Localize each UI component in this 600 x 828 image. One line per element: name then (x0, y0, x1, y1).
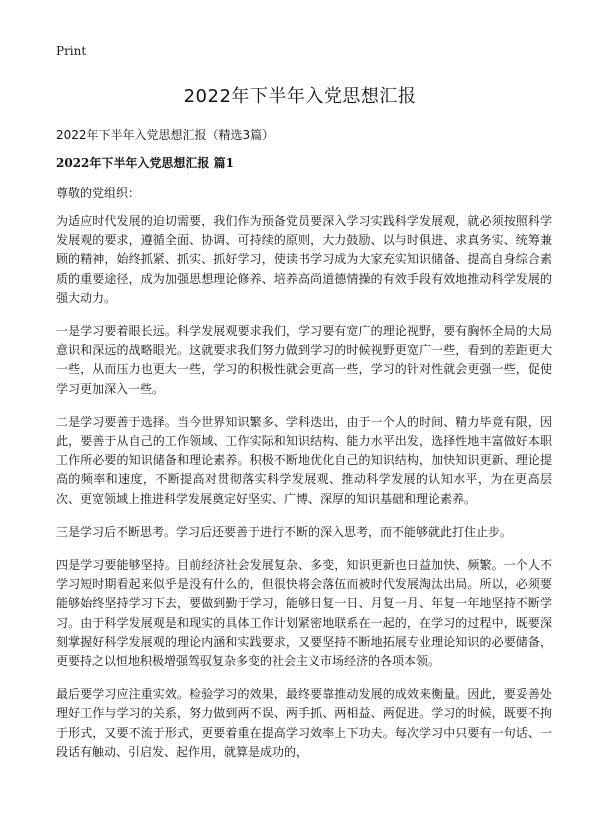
paragraph: 三是学习后不断思考。学习后还要善于进行不断的深入思考，而不能够就此打住止步。 (56, 524, 513, 539)
document-subtitle: 2022年下半年入党思想汇报（精选3篇） (56, 128, 275, 142)
print-link[interactable]: Print (56, 44, 87, 58)
salutation: 尊敬的党组织： (56, 186, 141, 200)
document-body (56, 212, 552, 776)
section-heading: 2022年下半年入党思想汇报 篇1 (56, 156, 234, 170)
document-title: 2022年下半年入党思想汇报 (183, 86, 417, 107)
paragraph: 二是学习要善于选择。当今世界知识繁多、学科迭出，由于一个人的时间、精力毕竟有限，因此，要善于从自己的工作领域、工作实际和知识结构、能力水平出发，选择性地丰富做好本职工作所必要的知识储备和理论素养。积极不断地优化自己的知识结构，加快知识更新、理论提高的频率和速度，不断提高对贯彻落实科学发展观、推动科学发展的认知水平，为在更高层次、更宽领域上推进科学发展奠定好坚实、广博、深厚的知识基础和理论素养。 (56, 414, 552, 506)
paragraph: 四是学习要能够坚持。目前经济社会发展复杂、多变，知识更新也日益加快、频繁。一个人不学习短时期看起来似乎是没有什么的，但很快将会落伍而被时代发展淘汰出局。所以，必须要能够始终坚持学习下去，要做到勤于学习，能够日复一日、月复一月、年复一年地坚持不断学习。由于科学发展观是和现实的具体工作计划紧密地联系在一起的，在学习的过程中，既要深刻掌握好科学发展观的理论内涵和实践要求，又要坚持不断地拓展专业理论知识的必要储备，更要持之以恒地积极增强驾驭复杂多变的社会主义市场经济的各项本领。 (56, 558, 552, 669)
paragraph: 最后要学习应注重实效。检验学习的效果，最终要靠推动发展的成效来衡量。因此，要妥善处理好工作与学习的关系，努力做到两不误、两手抓、两相益、两促进。学习的时候，既要不拘于形式，又要不流于形式，更要着重在提高学习效率上下功夫。每次学习中只要有一句话、一段话有触动、引启发、起作用，就算是成功的， (56, 687, 552, 759)
paragraph: 为适应时代发展的迫切需要，我们作为预备党员要深入学习实践科学发展观，就必须按照科学发展观的要求，遵循全面、协调、可持续的原则，大力鼓励、以与时俱进、求真务实、统筹兼顾的精神，始终抓紧、抓实、抓好学习，使读书学习成为大家充实知识储备、提高自身综合素质的重要途径，成为加强思想理论修养、培养高尚道德情操的有效手段有效地推动科学发展的强大动力。 (56, 214, 552, 305)
paragraph: 一是学习要着眼长远。科学发展观要求我们，学习要有宽广的理论视野，要有胸怀全局的大局意识和深远的战略眼光。这就要求我们努力做到学习的时候视野更宽广一些，看到的差距更大一些，从而压力也更大一些，学习的积极性就会更高一些，学习的针对性就会更强一些，促使学习更加深入一些。 (56, 324, 552, 396)
